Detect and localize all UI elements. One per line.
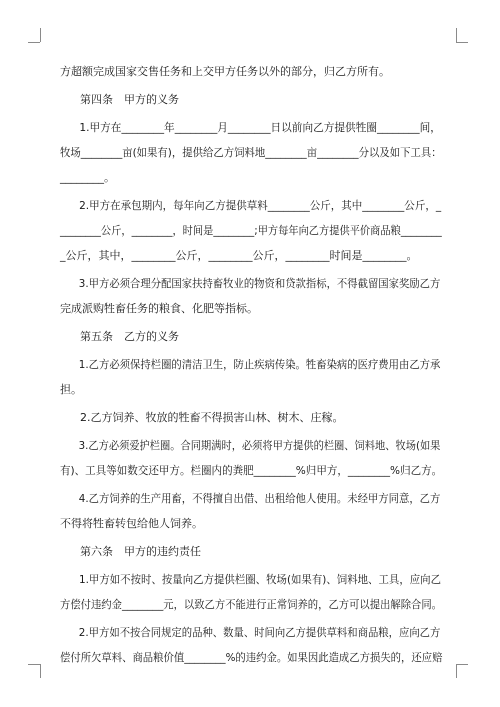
paragraph-line: 担。 xyxy=(60,383,82,396)
paragraph-line: 方偿付违约金________元，以致乙方不能进行正常饲养的，乙方可以提出解除合同。 xyxy=(60,598,443,611)
paragraph-line: 牧场________亩(如果有)，提供给乙方饲料地________亩________分以及如下工具： xyxy=(60,146,442,159)
paragraph-line: 1.甲方在________年________月________日以前向乙方提供牲圈________间， xyxy=(79,121,441,134)
paragraph-line: 完成派购牲畜任务的粮食、化肥等指标。 xyxy=(60,302,258,315)
paragraph-line: _公斤，其中，________公斤，________公斤，________时间是________。 xyxy=(60,249,418,262)
paragraph-line: 不得将牲畜转包给他人饲养。 xyxy=(60,517,203,530)
paragraph-line: 方超额完成国家交售任务和上交甲方任务以外的部分，归乙方所有。 xyxy=(60,65,390,78)
paragraph-line: ________公斤，________，时间是________;甲方每年向乙方提供平价商品粮________ xyxy=(60,224,442,237)
article-4-heading: 第四条 甲方的义务 xyxy=(80,93,179,106)
paragraph-line: 2.甲方在承包期内，每年向乙方提供草料________公斤，其中________公斤，_ xyxy=(79,199,442,212)
paragraph-line: 1.甲方如不按时、按量向乙方提供栏圈、牧场(如果有)、饲料地、工具，应向乙 xyxy=(78,573,442,586)
paragraph-line: 1.乙方必须保持栏圈的清洁卫生，防止疾病传染。牲畜染病的医疗费用由乙方承 xyxy=(78,358,441,371)
paragraph-line: ________。 xyxy=(60,171,115,184)
paragraph-line: 2.乙方饲养、牧放的牲畜不得损害山林、树木、庄稼。 xyxy=(80,411,344,424)
article-5-heading: 第五条 乙方的义务 xyxy=(80,330,179,343)
document-body xyxy=(60,64,442,665)
paragraph-line: 有)、工具等如数交还甲方。栏圈内的粪肥________%归甲方，________%归乙方。 xyxy=(60,464,443,477)
paragraph-line: 2.甲方如不按合同规定的品种、数量、时间向乙方提供草料和商品粮，应向乙方 xyxy=(78,626,441,639)
paragraph-line: 4.乙方饲养的生产用畜，不得擅自出借、出租给他人使用。未经甲方同意，乙方 xyxy=(78,492,441,505)
paragraph-line: 3.乙方必须爱护栏圈。合同期满时，必须将甲方提供的栏圈、饲料地、牧场(如果 xyxy=(78,439,441,452)
paragraph-line: 偿付所欠草料、商品粮价值________%的违约金。如果因此造成乙方损失的，还应赔 xyxy=(60,651,443,664)
paragraph-line: 3.甲方必须合理分配国家扶持畜牧业的物资和贷款指标，不得截留国家奖励乙方 xyxy=(78,277,441,290)
article-6-heading: 第六条 甲方的违约责任 xyxy=(80,545,201,558)
